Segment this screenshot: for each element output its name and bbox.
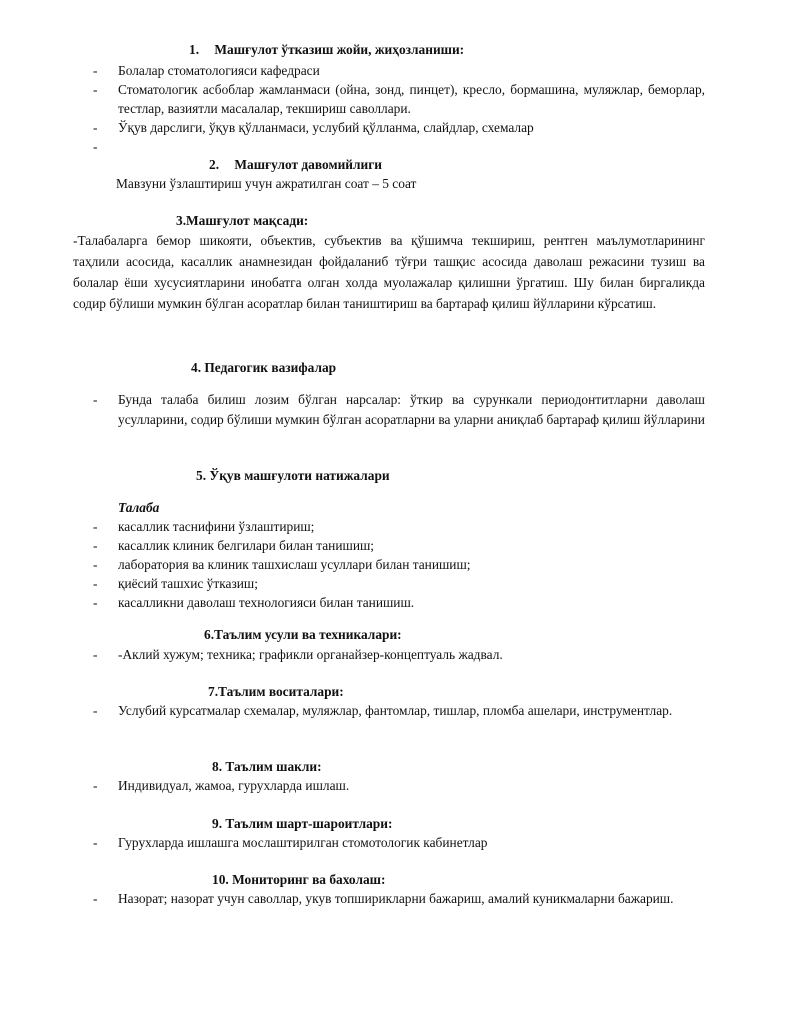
section-1-heading: [189, 40, 464, 59]
list-item: [93, 390, 705, 430]
section-1-number: 1.: [189, 42, 200, 57]
section-2-text: Мавзуни ўзлаштириш учун ажратилган соат – 5 соат: [116, 176, 417, 191]
bullet-dash: -: [93, 120, 98, 135]
list-item: [93, 80, 705, 118]
bullet-dash: -: [93, 576, 98, 591]
list-item-text: Бунда талаба билиш лозим бўлган нарсалар: ўткир ва сурункали периодонтитларни даволаш усулларини, содир бўлиши мумкин бўлган асоратларни ва уларни аниқлаб бартараф қилиш йўлларини: [118, 392, 705, 427]
list-item: [93, 118, 705, 137]
list-item-text: лаборатория ва клиник ташхислаш усуллари билан танишиш;: [118, 557, 471, 572]
list-item: [93, 574, 705, 593]
section-2-number: 2.: [209, 157, 220, 172]
list-item-text: -Аклий хужум; техника; графикли органайзер-концептуаль жадвал.: [118, 647, 503, 662]
list-item: [93, 701, 705, 720]
section-10-heading: 10. Мониторинг ва бахолаш:: [212, 872, 386, 887]
section-3-paragraph: -Талабаларга бемор шикояти, объектив, субъектив ва қўшимча текшириш, рентген маълумотларининг таҳлили асосида, касаллик анамнезидан фойдаланиб тўғри ташқис асосида даволаш режасини тузиш ва болалар ёши хусусиятларини инобатга олган холда муолажалар қилишни ўргатиш. Шу билан биргаликда содир бўлиши мумкин бўлган асоратлар билан таништириш ва бартараф қилиш йўлларини кўрсатиш.: [73, 233, 705, 311]
section-2-heading: [209, 155, 382, 174]
bullet-dash: -: [93, 139, 98, 154]
list-item: [93, 593, 705, 612]
bullet-dash: -: [93, 82, 98, 97]
section-8-heading: 8. Таълим шакли:: [212, 759, 322, 774]
bullet-dash: -: [93, 647, 98, 662]
bullet-dash: -: [93, 63, 98, 78]
section-2-title: Машғулот давомийлиги: [234, 157, 383, 172]
list-item: [93, 645, 705, 664]
list-item-text: Услубий курсатмалар схемалар, муляжлар, фантомлар, тишлар, пломба ашелари, инструментлар.: [118, 703, 673, 718]
list-item-text: касалликни даволаш технологияси билан танишиш.: [118, 595, 415, 610]
list-item-text: касаллик клиник белгилари билан танишиш;: [118, 538, 375, 553]
list-item: [93, 555, 705, 574]
section-1-title: Машғулот ўтказиш жойи, жиҳозланиши:: [214, 42, 465, 57]
bullet-dash: -: [93, 835, 98, 850]
bullet-dash: -: [93, 538, 98, 553]
list-item-text: Стоматологик асбоблар жамланмаси (ойна, зонд, пинцет), кресло, бормашина, муляжлар, беморлар, тестлар, вазиятли масалалар, текшириш саволлари.: [118, 82, 705, 116]
list-item-text: касаллик таснифини ўзлаштириш;: [118, 519, 315, 534]
list-item-text: қиёсий ташхис ўтказиш;: [118, 576, 258, 591]
list-item-text: Гурухларда ишлашга мослаштирилган стомотологик кабинетлар: [118, 835, 488, 850]
list-item-text: Болалар стоматологияси кафедраси: [118, 63, 320, 78]
bullet-dash: -: [93, 519, 98, 534]
list-item: [93, 517, 705, 536]
bullet-dash: -: [93, 392, 98, 407]
section-7-heading: 7.Таълим воситалари:: [208, 684, 344, 699]
bullet-dash: -: [93, 891, 98, 906]
list-item: [93, 776, 705, 795]
list-item: [93, 833, 705, 852]
section-5-subtitle: Талаба: [118, 500, 160, 515]
bullet-dash: -: [93, 703, 98, 718]
section-5-heading: 5. Ўқув машғулоти натижалари: [196, 468, 390, 483]
section-3-heading: 3.Машғулот мақсади:: [176, 213, 309, 228]
section-4-heading: 4. Педагогик вазифалар: [191, 360, 337, 375]
section-6-heading: 6.Таълим усули ва техникалари:: [204, 627, 402, 642]
list-item-text: Индивидуал, жамоа, гурухларда ишлаш.: [118, 778, 350, 793]
list-item-text: Назорат; назорат учун саволлар, укув топширикларни бажариш, амалий куникмаларни бажариш.: [118, 891, 674, 906]
list-item-text: Ўқув дарслиги, ўқув қўлланмаси, услубий қўлланма, слайдлар, схемалар: [118, 120, 534, 135]
list-item: [93, 889, 705, 908]
bullet-dash: -: [93, 778, 98, 793]
bullet-dash: -: [93, 557, 98, 572]
section-9-heading: 9. Таълим шарт-шароитлари:: [212, 816, 393, 831]
bullet-dash: -: [93, 595, 98, 610]
list-item: [93, 536, 705, 555]
list-item: [93, 61, 705, 80]
